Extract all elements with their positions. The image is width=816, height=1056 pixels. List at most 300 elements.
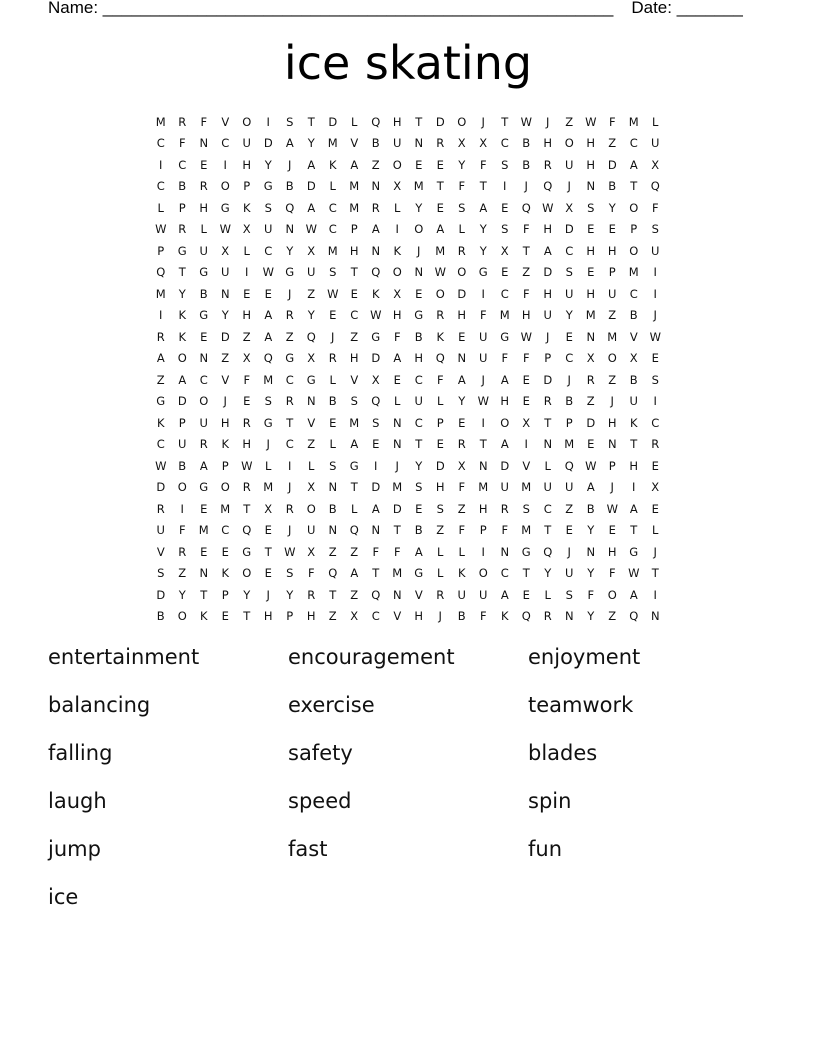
grid-row xyxy=(150,348,670,370)
grid-letter: Z xyxy=(242,329,251,344)
grid-letter: L xyxy=(437,394,444,409)
grid-letter: Z xyxy=(328,544,337,559)
word-bank-item: fun xyxy=(528,837,563,861)
grid-letter: U xyxy=(457,587,466,602)
grid-letter: U xyxy=(479,329,488,344)
grid-letter: G xyxy=(199,265,209,280)
grid-letter: P xyxy=(221,587,229,602)
grid-letter: L xyxy=(652,114,659,129)
grid-letter: T xyxy=(350,265,358,280)
grid-letter: W xyxy=(284,544,296,559)
grid-letter: E xyxy=(200,329,208,344)
grid-letter: V xyxy=(221,114,230,129)
grid-letter: M xyxy=(327,243,338,258)
grid-letter: W xyxy=(155,458,167,473)
grid-letter: R xyxy=(651,437,660,452)
grid-letter: M xyxy=(198,523,209,538)
grid-letter: L xyxy=(394,200,401,215)
grid-letter: Y xyxy=(307,308,315,323)
grid-letter: A xyxy=(629,157,638,172)
grid-row xyxy=(150,391,670,413)
grid-letter: F xyxy=(243,372,251,387)
grid-letter: C xyxy=(651,415,660,430)
grid-letter: Q xyxy=(543,544,553,559)
grid-letter: U xyxy=(393,136,402,151)
word-bank-item: ice xyxy=(48,885,79,909)
grid-letter: L xyxy=(200,222,207,237)
grid-letter: O xyxy=(607,351,617,366)
grid-letter: A xyxy=(350,157,359,172)
grid-letter: N xyxy=(586,329,596,344)
grid-letter: O xyxy=(500,415,510,430)
grid-letter: E xyxy=(651,351,659,366)
grid-letter: I xyxy=(223,157,227,172)
grid-letter: W xyxy=(542,200,554,215)
grid-letter: C xyxy=(328,222,337,237)
grid-letter: R xyxy=(178,222,187,237)
grid-letter: H xyxy=(306,609,316,624)
grid-letter: H xyxy=(607,415,617,430)
grid-letter: B xyxy=(178,458,187,473)
grid-letter: A xyxy=(629,587,638,602)
grid-letter: D xyxy=(177,394,187,409)
grid-letter: D xyxy=(607,157,617,172)
grid-letter: A xyxy=(199,458,208,473)
grid-letter: E xyxy=(608,523,616,538)
grid-letter: C xyxy=(414,372,423,387)
grid-letter: Y xyxy=(544,566,552,581)
grid-letter: G xyxy=(414,566,424,581)
grid-letter: T xyxy=(415,114,423,129)
grid-letter: Q xyxy=(371,587,381,602)
grid-letter: A xyxy=(371,501,380,516)
grid-letter: L xyxy=(157,200,164,215)
grid-letter: X xyxy=(479,136,488,151)
grid-letter: R xyxy=(285,394,294,409)
grid-letter: S xyxy=(157,566,165,581)
grid-letter: J xyxy=(395,458,399,473)
grid-letter: D xyxy=(543,265,553,280)
grid-letter: U xyxy=(156,523,165,538)
grid-letter: A xyxy=(457,372,466,387)
grid-letter: I xyxy=(653,587,657,602)
grid-letter: Y xyxy=(307,136,315,151)
grid-letter: I xyxy=(395,222,399,237)
grid-letter: K xyxy=(371,286,380,301)
grid-letter: S xyxy=(587,200,595,215)
grid-letter: O xyxy=(629,200,639,215)
grid-letter: R xyxy=(436,136,445,151)
grid-letter: T xyxy=(651,566,659,581)
word-bank-item: teamwork xyxy=(528,693,634,717)
word-bank-item: blades xyxy=(528,741,598,765)
grid-letter: D xyxy=(564,222,574,237)
grid-letter: H xyxy=(242,437,252,452)
grid-letter: L xyxy=(544,587,551,602)
grid-letter: O xyxy=(199,394,209,409)
grid-letter: H xyxy=(457,308,467,323)
grid-letter: M xyxy=(413,179,424,194)
grid-letter: U xyxy=(629,394,638,409)
grid-letter: X xyxy=(629,351,638,366)
grid-letter: M xyxy=(628,265,639,280)
grid-letter: B xyxy=(199,286,208,301)
grid-letter: Y xyxy=(286,243,294,258)
word-bank-item: balancing xyxy=(48,693,151,717)
grid-letter: T xyxy=(372,566,380,581)
grid-row xyxy=(150,434,670,456)
grid-letter: G xyxy=(500,329,510,344)
grid-letter: Z xyxy=(608,609,617,624)
grid-letter: L xyxy=(329,372,336,387)
grid-letter: Z xyxy=(350,587,359,602)
grid-letter: M xyxy=(564,437,575,452)
grid-letter: T xyxy=(522,566,530,581)
grid-letter: I xyxy=(653,286,657,301)
grid-letter: J xyxy=(610,480,614,495)
grid-letter: R xyxy=(242,415,251,430)
grid-letter: U xyxy=(264,222,273,237)
grid-letter: E xyxy=(587,437,595,452)
grid-letter: B xyxy=(629,308,638,323)
grid-letter: F xyxy=(393,544,401,559)
grid-letter: L xyxy=(329,437,336,452)
grid-letter: U xyxy=(242,136,251,151)
grid-letter: L xyxy=(458,544,465,559)
grid-letter: B xyxy=(414,329,423,344)
grid-letter: L xyxy=(351,501,358,516)
grid-letter: L xyxy=(437,544,444,559)
grid-letter: M xyxy=(155,114,166,129)
grid-letter: U xyxy=(608,286,617,301)
grid-letter: S xyxy=(264,394,272,409)
grid-letter: D xyxy=(371,480,381,495)
grid-letter: T xyxy=(501,114,509,129)
grid-letter: E xyxy=(501,200,509,215)
grid-letter: R xyxy=(543,609,552,624)
word-bank-item: falling xyxy=(48,741,113,765)
grid-letter: E xyxy=(651,501,659,516)
grid-letter: Q xyxy=(521,609,531,624)
grid-row xyxy=(150,176,670,198)
grid-letter: U xyxy=(565,480,574,495)
grid-letter: E xyxy=(329,415,337,430)
grid-letter: D xyxy=(500,458,510,473)
grid-letter: D xyxy=(435,114,445,129)
grid-letter: B xyxy=(608,179,617,194)
grid-letter: C xyxy=(178,157,187,172)
grid-letter: T xyxy=(243,609,251,624)
grid-letter: X xyxy=(350,609,359,624)
grid-letter: Y xyxy=(587,523,595,538)
grid-letter: Q xyxy=(629,609,639,624)
grid-letter: F xyxy=(178,523,186,538)
grid-letter: W xyxy=(305,222,317,237)
grid-letter: T xyxy=(630,179,638,194)
grid-row xyxy=(150,498,670,520)
grid-letter: E xyxy=(415,501,423,516)
grid-letter: V xyxy=(414,587,423,602)
date-field-label: Date: _______ xyxy=(631,0,743,17)
grid-letter: G xyxy=(349,458,359,473)
grid-letter: T xyxy=(393,523,401,538)
grid-letter: X xyxy=(651,480,660,495)
grid-letter: V xyxy=(629,329,638,344)
grid-letter: R xyxy=(436,587,445,602)
grid-letter: R xyxy=(436,308,445,323)
grid-letter: U xyxy=(565,566,574,581)
grid-letter: Y xyxy=(178,286,186,301)
grid-letter: P xyxy=(608,458,616,473)
grid-letter: B xyxy=(414,523,423,538)
grid-letter: O xyxy=(564,136,574,151)
grid-letter: Q xyxy=(156,265,166,280)
grid-letter: S xyxy=(350,394,358,409)
grid-letter: K xyxy=(457,566,466,581)
grid-letter: R xyxy=(371,200,380,215)
grid-letter: J xyxy=(567,179,571,194)
grid-letter: B xyxy=(629,372,638,387)
grid-letter: O xyxy=(306,501,316,516)
grid-letter: Z xyxy=(522,265,531,280)
grid-letter: B xyxy=(522,157,531,172)
grid-letter: X xyxy=(457,458,466,473)
grid-row xyxy=(150,477,670,499)
grid-letter: F xyxy=(372,544,380,559)
grid-letter: M xyxy=(499,308,510,323)
grid-letter: L xyxy=(265,458,272,473)
grid-letter: D xyxy=(392,501,402,516)
grid-letter: A xyxy=(543,243,552,258)
grid-row xyxy=(150,412,670,434)
grid-letter: O xyxy=(414,222,424,237)
word-bank xyxy=(48,642,768,930)
grid-letter: F xyxy=(522,286,530,301)
grid-letter: U xyxy=(199,243,208,258)
grid-letter: W xyxy=(585,458,597,473)
grid-letter: B xyxy=(178,179,187,194)
grid-letter: O xyxy=(478,566,488,581)
grid-letter: C xyxy=(500,136,509,151)
grid-letter: N xyxy=(500,544,510,559)
grid-letter: X xyxy=(307,351,316,366)
grid-letter: N xyxy=(199,136,209,151)
grid-letter: F xyxy=(436,372,444,387)
grid-letter: W xyxy=(241,458,253,473)
grid-letter: G xyxy=(199,308,209,323)
grid-letter: U xyxy=(479,351,488,366)
grid-letter: D xyxy=(586,415,596,430)
word-bank-item: jump xyxy=(48,837,101,861)
grid-letter: Y xyxy=(608,200,616,215)
grid-letter: O xyxy=(220,480,230,495)
grid-letter: U xyxy=(199,415,208,430)
grid-letter: K xyxy=(393,243,402,258)
grid-letter: Y xyxy=(458,394,466,409)
grid-letter: A xyxy=(307,157,316,172)
grid-letter: I xyxy=(481,544,485,559)
grid-letter: W xyxy=(477,394,489,409)
grid-letter: F xyxy=(458,480,466,495)
grid-letter: B xyxy=(156,609,165,624)
grid-letter: R xyxy=(199,437,208,452)
grid-letter: M xyxy=(155,286,166,301)
grid-letter: G xyxy=(285,351,295,366)
grid-letter: E xyxy=(200,157,208,172)
grid-letter: U xyxy=(543,480,552,495)
grid-letter: J xyxy=(481,372,485,387)
grid-letter: T xyxy=(479,437,487,452)
grid-letter: Z xyxy=(436,523,445,538)
grid-letter: O xyxy=(177,351,187,366)
grid-letter: B xyxy=(285,179,294,194)
grid-letter: R xyxy=(156,501,165,516)
word-bank-item: safety xyxy=(288,741,353,765)
grid-letter: T xyxy=(329,587,337,602)
grid-row xyxy=(150,133,670,155)
grid-letter: H xyxy=(263,609,273,624)
grid-letter: G xyxy=(371,329,381,344)
grid-letter: O xyxy=(392,157,402,172)
grid-letter: Z xyxy=(156,372,165,387)
grid-row xyxy=(150,111,670,133)
grid-row xyxy=(150,197,670,219)
grid-letter: E xyxy=(350,286,358,301)
grid-letter: L xyxy=(437,566,444,581)
grid-letter: B xyxy=(522,136,531,151)
grid-letter: N xyxy=(371,179,381,194)
grid-letter: J xyxy=(288,480,292,495)
grid-letter: M xyxy=(521,523,532,538)
grid-letter: Q xyxy=(564,458,574,473)
grid-letter: Q xyxy=(521,200,531,215)
grid-letter: C xyxy=(414,415,423,430)
grid-letter: F xyxy=(307,566,315,581)
grid-letter: C xyxy=(500,286,509,301)
grid-letter: A xyxy=(285,136,294,151)
grid-letter: K xyxy=(500,609,509,624)
grid-letter: S xyxy=(436,501,444,516)
grid-letter: T xyxy=(415,437,423,452)
word-bank-item: laugh xyxy=(48,789,107,813)
grid-letter: C xyxy=(543,501,552,516)
grid-letter: X xyxy=(307,480,316,495)
grid-letter: E xyxy=(221,609,229,624)
grid-letter: E xyxy=(587,265,595,280)
grid-letter: M xyxy=(607,329,618,344)
grid-letter: J xyxy=(266,437,270,452)
grid-letter: T xyxy=(286,415,294,430)
grid-row xyxy=(150,606,670,628)
grid-letter: N xyxy=(543,437,553,452)
grid-letter: S xyxy=(522,501,530,516)
grid-letter: A xyxy=(307,200,316,215)
grid-letter: E xyxy=(522,394,530,409)
grid-letter: B xyxy=(565,394,574,409)
grid-letter: L xyxy=(351,114,358,129)
grid-letter: C xyxy=(221,523,230,538)
grid-letter: H xyxy=(220,415,230,430)
grid-letter: H xyxy=(242,157,252,172)
grid-letter: E xyxy=(501,265,509,280)
grid-letter: W xyxy=(434,265,446,280)
grid-letter: Y xyxy=(479,243,487,258)
grid-letter: H xyxy=(543,136,553,151)
grid-letter: C xyxy=(156,437,165,452)
grid-letter: S xyxy=(415,480,423,495)
grid-row xyxy=(150,326,670,348)
grid-letter: F xyxy=(479,308,487,323)
grid-letter: G xyxy=(220,200,230,215)
grid-letter: T xyxy=(544,415,552,430)
grid-letter: N xyxy=(285,222,295,237)
grid-letter: G xyxy=(521,544,531,559)
grid-letter: H xyxy=(392,308,402,323)
grid-letter: A xyxy=(350,566,359,581)
grid-letter: M xyxy=(392,480,403,495)
grid-letter: F xyxy=(522,351,530,366)
grid-letter: F xyxy=(393,329,401,344)
grid-letter: J xyxy=(223,394,227,409)
grid-letter: L xyxy=(308,458,315,473)
grid-letter: M xyxy=(349,179,360,194)
grid-letter: R xyxy=(500,501,509,516)
grid-letter: Z xyxy=(328,609,337,624)
grid-letter: C xyxy=(199,372,208,387)
grid-letter: G xyxy=(414,308,424,323)
grid-letter: K xyxy=(199,609,208,624)
grid-letter: R xyxy=(199,179,208,194)
grid-letter: Q xyxy=(263,351,273,366)
grid-letter: Q xyxy=(543,179,553,194)
grid-letter: B xyxy=(328,501,337,516)
grid-letter: Z xyxy=(371,157,380,172)
grid-letter: E xyxy=(415,157,423,172)
grid-letter: Y xyxy=(565,308,573,323)
grid-letter: S xyxy=(458,200,466,215)
grid-letter: G xyxy=(177,243,187,258)
grid-letter: F xyxy=(608,114,616,129)
grid-letter: E xyxy=(264,566,272,581)
grid-letter: Y xyxy=(178,587,186,602)
grid-letter: Q xyxy=(306,329,316,344)
grid-letter: Z xyxy=(285,329,294,344)
grid-letter: N xyxy=(306,394,316,409)
grid-letter: G xyxy=(156,394,166,409)
grid-letter: Q xyxy=(371,265,381,280)
grid-letter: J xyxy=(288,286,292,301)
grid-letter: N xyxy=(650,609,660,624)
grid-letter: N xyxy=(607,437,617,452)
grid-letter: X xyxy=(264,501,273,516)
grid-letter: T xyxy=(350,480,358,495)
grid-letter: R xyxy=(543,394,552,409)
grid-letter: E xyxy=(393,372,401,387)
grid-letter: C xyxy=(629,286,638,301)
grid-letter: A xyxy=(414,544,423,559)
grid-letter: Z xyxy=(350,329,359,344)
grid-letter: N xyxy=(220,286,230,301)
grid-letter: Z xyxy=(565,501,574,516)
grid-letter: N xyxy=(586,179,596,194)
grid-letter: J xyxy=(266,587,270,602)
grid-letter: L xyxy=(458,222,465,237)
grid-letter: L xyxy=(394,394,401,409)
grid-letter: H xyxy=(242,308,252,323)
grid-letter: M xyxy=(392,566,403,581)
grid-letter: E xyxy=(243,286,251,301)
grid-letter: R xyxy=(307,587,316,602)
